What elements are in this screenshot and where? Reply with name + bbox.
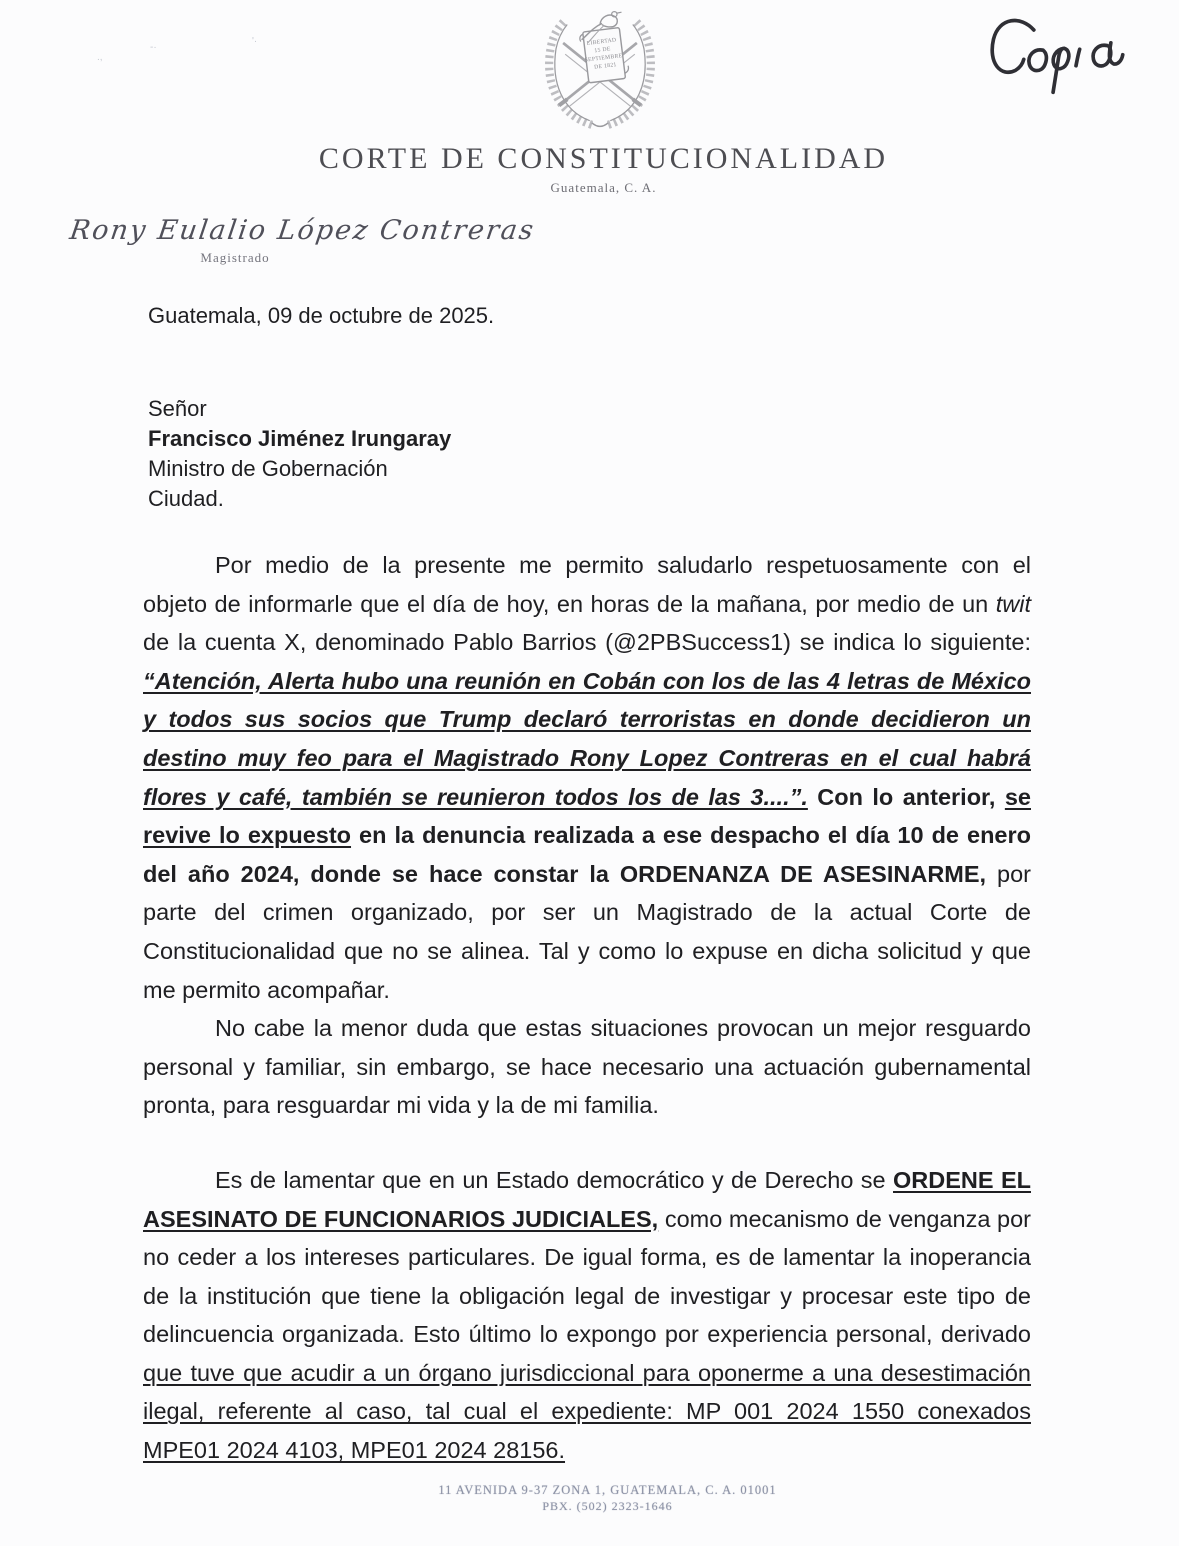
text-segment: twit	[995, 590, 1031, 617]
text-segment: “Atención, Alerta hubo una reunión en Cobán con los de las 4 letras de México y todos sus socios que Trump declaró terroristas en donde decidieron un destino muy feo para el Magistrado Rony Lopez Contreras en el cual habrá flores y café, también se reunieron todos los de las 3....”.	[143, 667, 1031, 810]
text-segment: ORDENE EL ASESINATO DE FUNCIONARIOS JUDICIALES,	[143, 1166, 1031, 1232]
footer-address: 11 AVENIDA 9-37 ZONA 1, GUATEMALA, C. A. 01001	[438, 1483, 777, 1497]
scan-speck: -·	[150, 42, 157, 53]
letter-paragraph	[143, 546, 1031, 1009]
text-segment: Es de lamentar que en un Estado democrático y de Derecho se	[215, 1166, 894, 1193]
text-segment: por parte del crimen organizado, por ser un Magistrado de la actual Corte de Constitucionalidad que no se alinea. Tal y como lo expuse en dicha solicitud y que me permito acompañar.	[143, 860, 1032, 1003]
text-segment: No cabe la menor duda que estas situaciones provocan un mejor resguardo personal y familiar, sin embargo, se hace necesario una actuación gubernamental pronta, para resguardar mi vida y la de mi familia.	[143, 1015, 1031, 1119]
emblem-scroll-text: DE 1821	[593, 62, 618, 71]
org-location: Guatemala, C. A.	[550, 180, 657, 195]
recipient-city: Ciudad.	[148, 486, 224, 511]
letterhead-footer	[18, 1483, 1179, 1514]
dateline: Guatemala, 09 de octubre de 2025.	[148, 303, 495, 328]
scan-speck: .,	[97, 52, 103, 63]
sender-name-script: Rony Eulalio López Contreras	[67, 215, 538, 246]
letter-paragraph	[143, 1161, 1031, 1470]
text-segment: que tuve que acudir a un órgano jurisdiccional para oponerme a una desestimación ilegal, referente al caso, tal cual el expediente: MP 001 2024 1550 conexados MPE01 2024 4103, MPE01 2024 28156.	[143, 1359, 1031, 1464]
text-segment: como mecanismo de venganza por no ceder a los intereses particulares. De igual forma, es de lamentar la inoperancia de la institución que tiene la obligación legal de investigar y procesar este tipo de delincuencia organizada. Esto último lo expongo por experiencia personal, derivado	[143, 1205, 1031, 1348]
text-segment: Por medio de la presente me permito saludarlo respetuosamente con el objeto de informarle que el día de hoy, en horas de la mañana, por medio de un	[143, 552, 1031, 617]
emblem-scroll-text: 15 DE	[594, 46, 612, 55]
text-segment: se revive lo expuesto	[143, 783, 1031, 849]
scan-speck: '·	[252, 36, 258, 47]
sender-title: Magistrado	[200, 250, 270, 265]
text-segment: en la denuncia realizada a ese despacho el día 10 de enero del año 2024, donde se hace constar la ORDENANZA DE ASESINARME,	[143, 822, 1031, 887]
handwritten-note	[960, 8, 1170, 118]
letter-paragraph	[143, 1009, 1031, 1125]
emblem-scroll-text: SEPTIEMBRE	[584, 53, 623, 64]
sender-block	[67, 215, 538, 266]
footer-phone: PBX. (502) 2323-1646	[542, 1499, 673, 1513]
guatemala-coat-of-arms-icon	[528, 4, 672, 132]
recipient-block	[148, 394, 451, 514]
recipient-salutation: Señor	[148, 396, 207, 421]
letter-body	[143, 546, 1031, 1470]
org-title: CORTE DE CONSTITUCIONALIDAD	[318, 142, 889, 175]
text-segment: de la cuenta X, denominado Pablo Barrios (@2PBSuccess1) se indica lo siguiente:	[143, 629, 1031, 656]
text-segment: Con lo anterior,	[807, 783, 1005, 810]
recipient-title: Ministro de Gobernación	[148, 456, 388, 481]
emblem-scroll-text: LIBERTAD	[586, 37, 617, 47]
recipient-name: Francisco Jiménez Irungaray	[148, 426, 452, 451]
